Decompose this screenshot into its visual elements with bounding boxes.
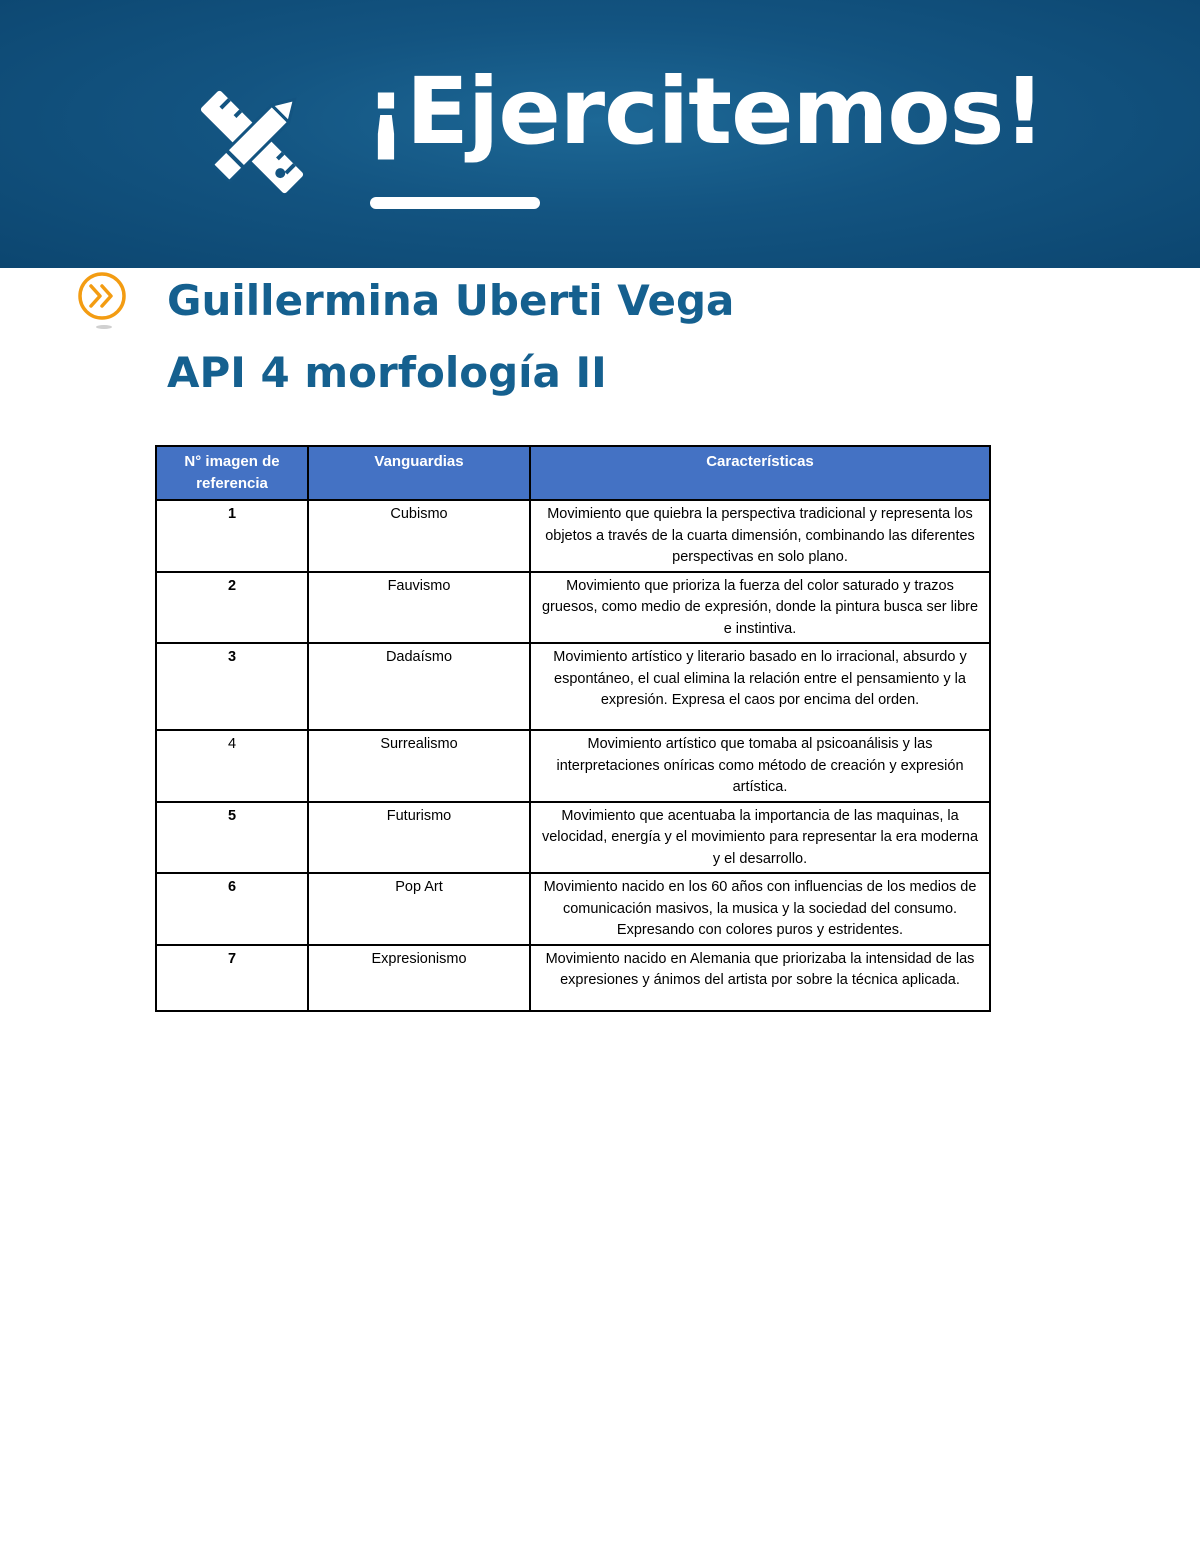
cell-caracteristicas: Movimiento que quiebra la perspectiva tradicional y representa los objetos a través de la cuarta dimensión, combinando las diferentes perspectivas en solo plano. <box>530 500 990 572</box>
cell-numero: 3 <box>156 643 308 730</box>
banner-underline <box>370 197 540 209</box>
cell-caracteristicas: Movimiento nacido en Alemania que priorizaba la intensidad de las expresiones y ánimos del artista por sobre la técnica aplicada. <box>530 945 990 1011</box>
table-row <box>156 643 990 730</box>
column-header-numero: N° imagen de referencia <box>156 446 308 500</box>
cell-numero: 4 <box>156 730 308 802</box>
course-name: API 4 morfología II <box>167 348 607 397</box>
table-row <box>156 730 990 802</box>
table-row <box>156 572 990 644</box>
column-header-vanguardias: Vanguardias <box>308 446 530 500</box>
cell-caracteristicas: Movimiento nacido en los 60 años con influencias de los medios de comunicación masivos, la musica y la sociedad del consumo. Expresando con colores puros y estridentes. <box>530 873 990 945</box>
cell-numero: 5 <box>156 802 308 874</box>
cell-vanguardia: Futurismo <box>308 802 530 874</box>
double-chevron-right-circle-icon <box>76 270 132 332</box>
table-row <box>156 500 990 572</box>
table-row <box>156 945 990 1011</box>
cell-vanguardia: Expresionismo <box>308 945 530 1011</box>
cell-vanguardia: Pop Art <box>308 873 530 945</box>
pencil-ruler-cross-icon <box>190 82 315 202</box>
cell-caracteristicas: Movimiento artístico y literario basado en lo irracional, absurdo y espontáneo, el cual elimina la relación entre el pensamiento y la expresión. Expresa el caos por encima del orden. <box>530 643 990 730</box>
header-banner <box>0 0 1200 268</box>
banner-title: ¡Ejercitemos! <box>365 58 1045 165</box>
table-row <box>156 802 990 874</box>
cell-vanguardia: Fauvismo <box>308 572 530 644</box>
cell-vanguardia: Cubismo <box>308 500 530 572</box>
cell-vanguardia: Surrealismo <box>308 730 530 802</box>
cell-numero: 6 <box>156 873 308 945</box>
table-header-row <box>156 446 990 500</box>
cell-numero: 2 <box>156 572 308 644</box>
cell-caracteristicas: Movimiento artístico que tomaba al psicoanálisis y las interpretaciones oníricas como método de creación y expresión artística. <box>530 730 990 802</box>
cell-numero: 1 <box>156 500 308 572</box>
vanguardias-table <box>155 445 991 1012</box>
student-name: Guillermina Uberti Vega <box>167 276 735 325</box>
column-header-caracteristicas: Características <box>530 446 990 500</box>
table-row <box>156 873 990 945</box>
cell-caracteristicas: Movimiento que acentuaba la importancia de las maquinas, la velocidad, energía y el movimiento para representar la era moderna y el desarrollo. <box>530 802 990 874</box>
cell-numero: 7 <box>156 945 308 1011</box>
cell-vanguardia: Dadaísmo <box>308 643 530 730</box>
cell-caracteristicas: Movimiento que prioriza la fuerza del color saturado y trazos gruesos, como medio de expresión, donde la pintura busca ser libre e instintiva. <box>530 572 990 644</box>
